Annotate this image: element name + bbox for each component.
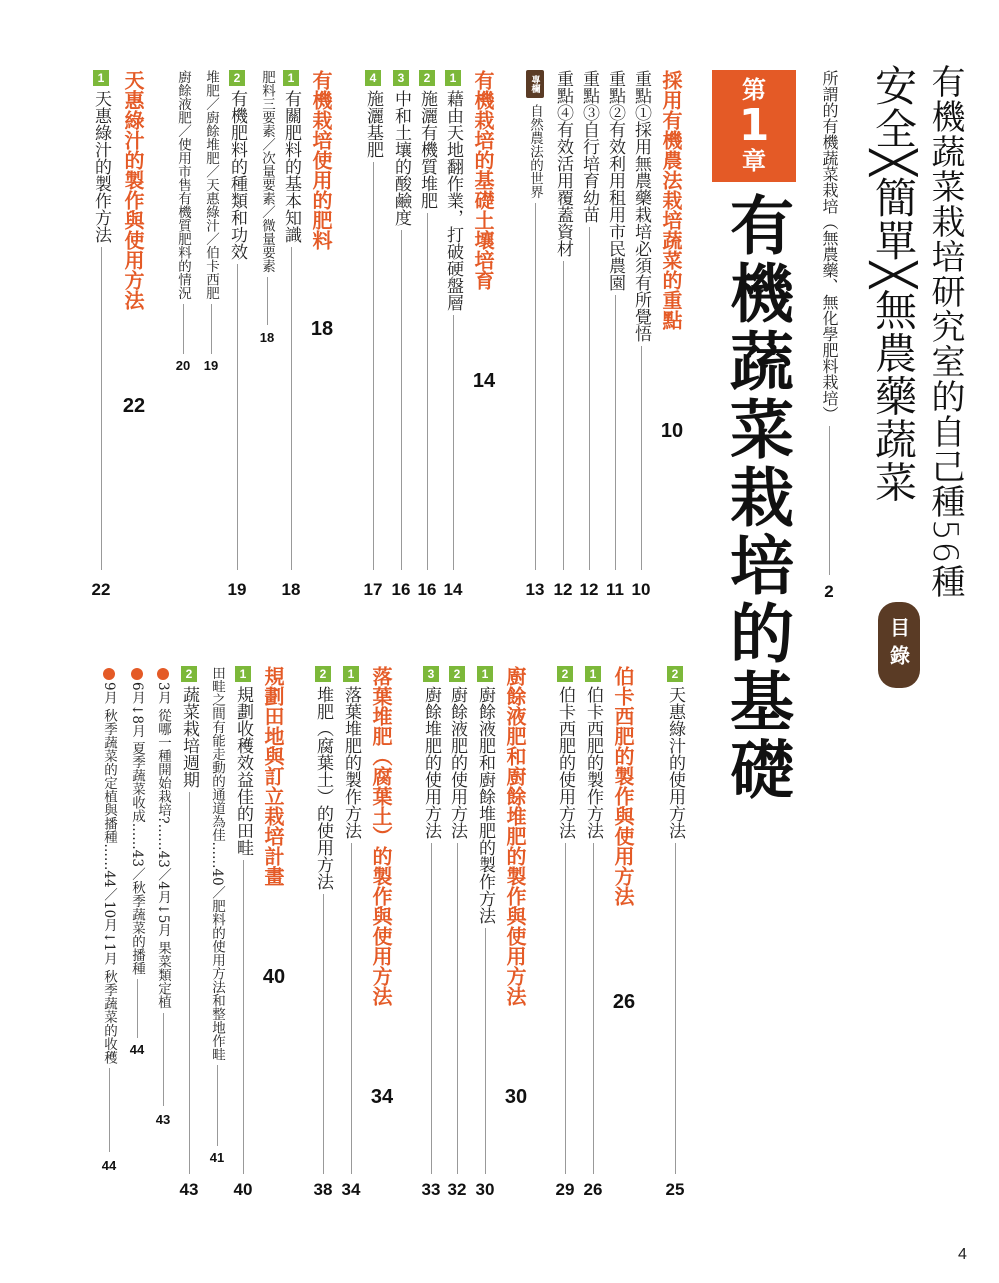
item-text: 堆肥（腐葉土）的使用方法 (313, 686, 333, 890)
item-text: 施灑有機質堆肥 (417, 90, 437, 209)
item-text: 中和土壤的酸鹼度 (391, 90, 411, 226)
page-ref: 38 (313, 1180, 333, 1199)
leader-line (401, 230, 402, 570)
item-text: 自然農法的世界 (527, 104, 543, 199)
page-ref: 10 (631, 580, 651, 599)
item-number-badge: 2 (449, 666, 465, 682)
page-ref: 18 (281, 580, 301, 599)
page-ref: 2 (824, 582, 834, 601)
leader-line (641, 346, 642, 570)
chapter-badge (712, 70, 796, 182)
page-ref: 19 (203, 358, 219, 373)
leader-line (163, 1013, 164, 1106)
page-ref: 43 (179, 1180, 199, 1199)
item-number-badge: 2 (181, 666, 197, 682)
leader-line (267, 277, 268, 326)
chapter-prefix: 第 (742, 75, 766, 104)
section-page: 10 (660, 420, 684, 442)
section-page: 40 (262, 966, 286, 988)
page-ref: 41 (209, 1150, 225, 1165)
page-ref: 40 (233, 1180, 253, 1199)
chapter-title: 有機蔬菜栽培的基礎 (719, 192, 794, 804)
item-text: 廚餘堆肥的使用方法 (421, 686, 441, 839)
leader-line (431, 843, 432, 1174)
section-title: 規劃田地與訂立栽培計畫 (261, 666, 285, 886)
item-number-badge: 4 (365, 70, 381, 86)
leader-line (675, 843, 676, 1174)
item-text: 廚餘液肥的使用方法 (447, 686, 467, 839)
page-ref: 12 (553, 580, 573, 599)
leader-line (243, 860, 244, 1174)
section-title: 有機栽培的基礎土壤培育 (471, 70, 495, 290)
leader-line (373, 162, 374, 570)
item-number-badge: 2 (419, 70, 435, 86)
leader-line (291, 247, 292, 570)
item-number-badge: 2 (315, 666, 331, 682)
page-ref: 11 (606, 580, 624, 599)
page-ref: 26 (583, 1180, 603, 1199)
item-text: 規劃收穫效益佳的田畦 (233, 686, 253, 856)
item-number-badge: 2 (557, 666, 573, 682)
item-text: 廚餘液肥／使用市售有機質肥料的情況 (175, 70, 191, 300)
item-text: 天惠綠汁的使用方法 (665, 686, 685, 839)
leader-line (829, 426, 830, 575)
leader-line (217, 1065, 218, 1146)
item-text: 施灑基肥 (363, 90, 383, 158)
leader-line (189, 792, 190, 1174)
leader-line (183, 304, 184, 355)
item-text: 堆肥／廚餘堆肥／天惠綠汁／伯卡西肥 (203, 70, 219, 300)
section-title: 天惠綠汁的製作與使用方法 (121, 70, 145, 310)
item-number-badge: 1 (445, 70, 461, 86)
item-number-badge: 2 (229, 70, 245, 86)
item-number-badge: 1 (343, 666, 359, 682)
section-title: 有機栽培使用的肥料 (309, 70, 333, 250)
section-title: 採用有機農法栽培蔬菜的重點 (659, 70, 683, 330)
section-title: 伯卡西肥的製作與使用方法 (611, 666, 635, 906)
page-ref: 14 (443, 580, 463, 599)
leader-line (593, 843, 594, 1174)
chapter-suffix: 章 (742, 147, 766, 176)
leader-line (137, 979, 138, 1038)
page-ref: 44 (129, 1042, 145, 1057)
leader-line (351, 843, 352, 1174)
item-number-badge: 1 (235, 666, 251, 682)
item-text: 天惠綠汁的製作方法 (91, 90, 111, 243)
book-subtitle: 有機蔬菜栽培研究室的自己種56種 (925, 64, 965, 600)
page-ref: 17 (363, 580, 383, 599)
leader-line (101, 247, 102, 570)
page-ref: 12 (579, 580, 599, 599)
leader-line (485, 928, 486, 1174)
leader-line (565, 843, 566, 1174)
book-title: 安全╳簡單╳無農藥蔬菜 (869, 64, 918, 504)
item-text: 廚餘液肥和廚餘堆肥的製作方法 (475, 686, 495, 924)
page-ref: 19 (227, 580, 247, 599)
item-number-badge: 3 (393, 70, 409, 86)
page-number: 4 (958, 1246, 967, 1263)
item-text: 重點②有效利用租用市民農園 (605, 70, 625, 291)
section-title: 落葉堆肥（腐葉土）的製作與使用方法 (369, 666, 393, 1006)
section-title: 廚餘液肥和廚餘堆肥的製作與使用方法 (503, 666, 527, 1006)
contents-badge: 目錄 (878, 602, 920, 688)
section-page: 30 (504, 1086, 528, 1108)
intro-text: 所謂的有機蔬菜栽培（無農藥、無化學肥料栽培） (820, 70, 839, 422)
item-text: 重點①採用無農藥栽培必須有所覺悟 (631, 70, 651, 342)
item-number-badge: 2 (667, 666, 683, 682)
item-number-badge: 1 (93, 70, 109, 86)
page-ref: 25 (665, 1180, 685, 1199)
item-number-badge: 1 (477, 666, 493, 682)
page-ref: 22 (91, 580, 111, 599)
section-page: 34 (370, 1086, 394, 1108)
leader-line (589, 227, 590, 570)
bullet-dot-icon (103, 668, 115, 680)
bullet-dot-icon (131, 668, 143, 680)
item-text: 伯卡西肥的製作方法 (583, 686, 603, 839)
page-ref: 30 (475, 1180, 495, 1199)
item-text: 伯卡西肥的使用方法 (555, 686, 575, 839)
chapter-number: 1 (738, 99, 770, 151)
item-number-badge: 1 (283, 70, 299, 86)
leader-line (535, 203, 536, 571)
page-ref: 16 (417, 580, 437, 599)
item-text: 落葉堆肥的製作方法 (341, 686, 361, 839)
item-text: 有關肥料的基本知識 (281, 90, 301, 243)
column-badge: 專欄 (526, 70, 544, 98)
item-text: 蔬菜栽培週期 (179, 686, 199, 788)
item-text: 有機肥料的種類和功效 (227, 90, 247, 260)
leader-line (211, 304, 212, 355)
page-ref: 43 (155, 1112, 171, 1127)
leader-line (427, 213, 428, 570)
page-ref: 13 (525, 580, 545, 599)
section-page: 14 (472, 370, 496, 392)
page-ref: 34 (341, 1180, 361, 1199)
item-number-badge: 3 (423, 666, 439, 682)
leader-line (563, 261, 564, 570)
item-text: 藉由天地翻作業，打破硬盤層 (443, 90, 463, 311)
page-ref: 20 (175, 358, 191, 373)
page-ref: 32 (447, 1180, 467, 1199)
section-page: 18 (310, 318, 334, 340)
bullet-dot-icon (157, 668, 169, 680)
section-page: 22 (122, 395, 146, 417)
page-ref: 33 (421, 1180, 441, 1199)
page-ref: 16 (391, 580, 411, 599)
section-page: 26 (612, 991, 636, 1013)
item-text: 肥料三要素／次量要素／微量要素 (259, 70, 275, 273)
leader-line (237, 264, 238, 570)
item-text: 田畦之間有能走動的通道為佳……40／肥料的使用方法和整地作畦 (209, 666, 225, 1062)
item-text: 重點③自行培育幼苗 (579, 70, 599, 223)
leader-line (323, 894, 324, 1174)
item-number-badge: 1 (585, 666, 601, 682)
item-text: 9月 秋季蔬菜的定植與播種……44／10月↓1月 秋季蔬菜的收穫 (101, 682, 117, 1064)
page-ref: 44 (101, 1158, 117, 1173)
item-text: 重點④有效活用覆蓋資材 (553, 70, 573, 257)
leader-line (109, 1068, 110, 1152)
item-text: 3月 從哪一種開始栽培?……43／4月↓5月 果菜類定植 (155, 682, 171, 1009)
leader-line (457, 843, 458, 1174)
leader-line (615, 295, 616, 570)
leader-line (453, 315, 454, 570)
item-text: 6月↓8月 夏季蔬菜收成……43／秋季蔬菜的播種 (129, 682, 145, 975)
page-ref: 29 (555, 1180, 575, 1199)
page-ref: 18 (259, 330, 275, 345)
